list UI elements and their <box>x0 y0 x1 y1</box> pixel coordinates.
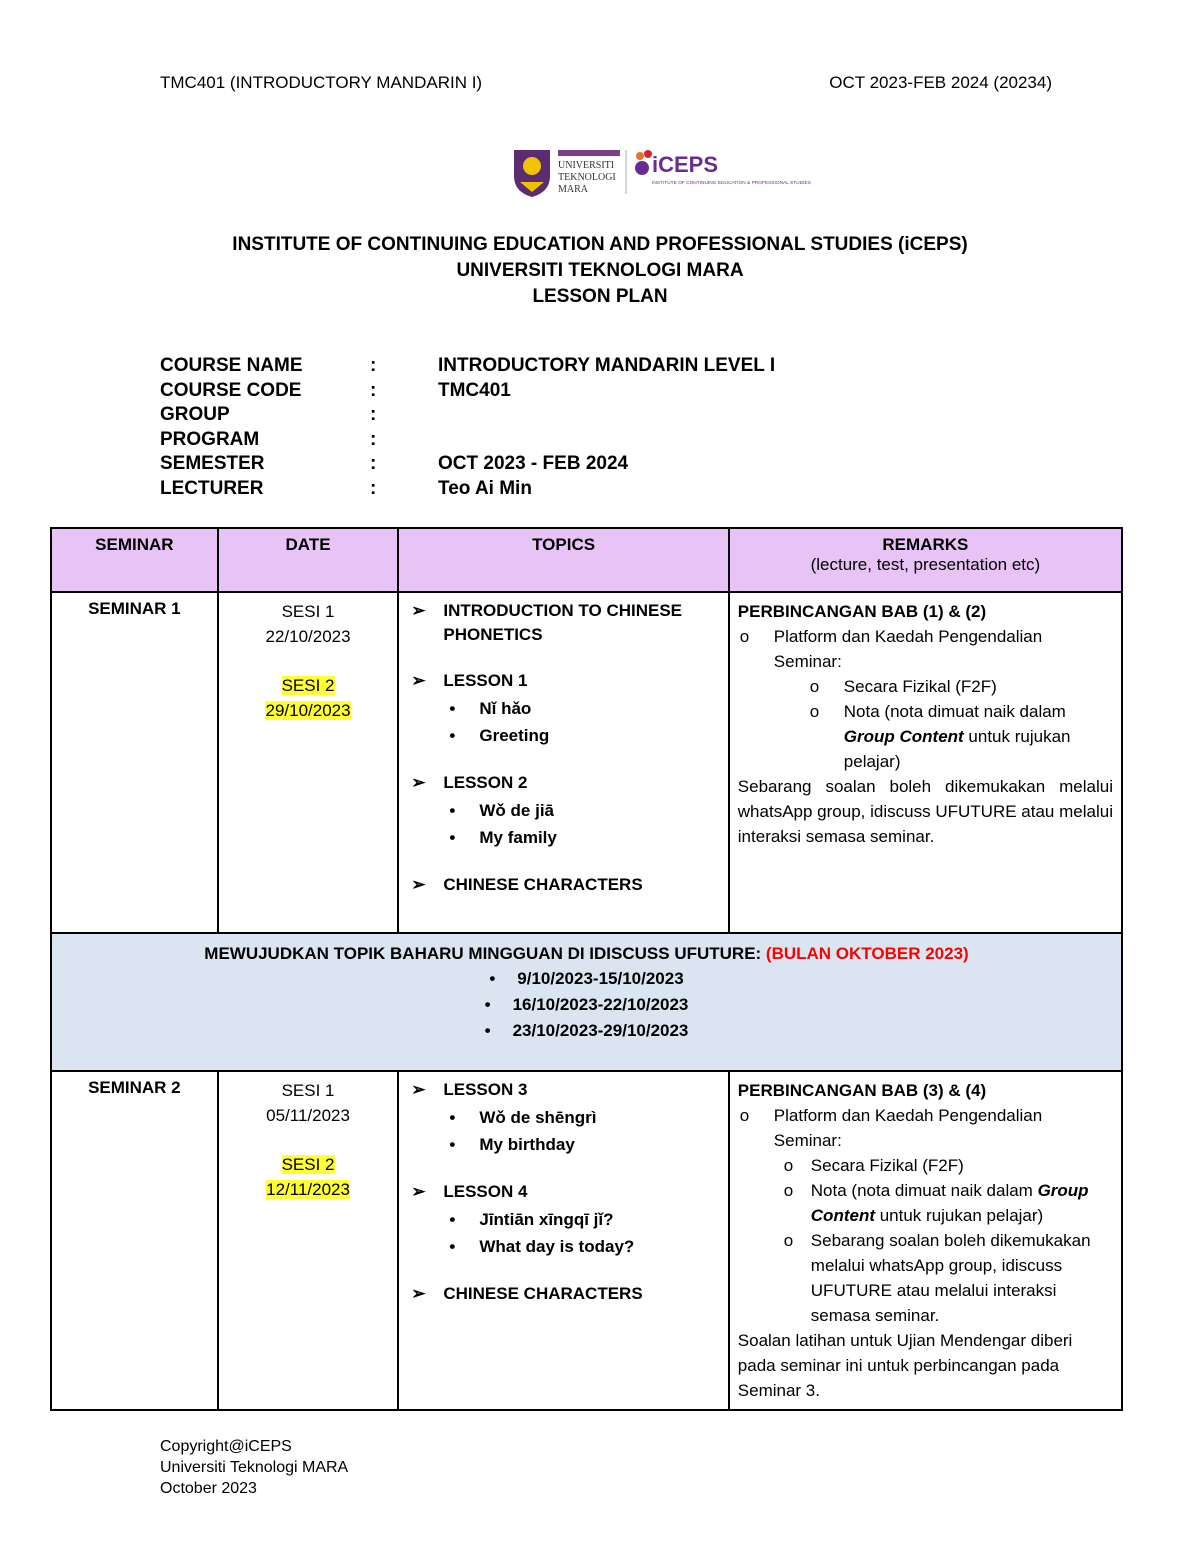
sesi-2-date: 29/10/2023 <box>265 701 351 720</box>
table-row-seminar-2 <box>51 1071 1122 1410</box>
uitm-text-1: UNIVERSITI <box>558 160 615 171</box>
info-label: COURSE NAME <box>160 355 303 376</box>
info-colon: : <box>370 379 377 401</box>
remarks-paragraph: Soalan latihan untuk Ujian Mendengar diberi pada seminar ini untuk perbincangan pada Seminar 3. <box>737 1331 1073 1400</box>
footer <box>160 1436 348 1499</box>
footer-copyright: Copyright@iCEPS <box>160 1438 292 1455</box>
seminar-2-dates <box>218 1071 399 1410</box>
seminar-1-name: SEMINAR 1 <box>51 592 218 933</box>
info-label: GROUP <box>160 404 230 426</box>
seminar-2-remarks <box>729 1071 1122 1410</box>
sesi-1-label: SESI 1 <box>281 1081 335 1100</box>
info-colon: : <box>370 355 377 376</box>
subtopic-item: • What day is today? <box>443 1233 719 1260</box>
sesi-1-date: 22/10/2023 <box>265 627 351 646</box>
info-label: PROGRAM <box>160 428 260 450</box>
info-value: INTRODUCTORY MANDARIN LEVEL I <box>438 355 776 376</box>
subtopic-item: • Jīntiān xīngqī jǐ? <box>443 1206 719 1233</box>
sesi-1-date: 05/11/2023 <box>266 1106 350 1125</box>
banner-month: (BULAN OKTOBER 2023) <box>765 944 969 963</box>
subtopic-item: • Greeting <box>443 722 719 749</box>
col-header-topics: TOPICS <box>398 528 728 592</box>
seminar-2-name: SEMINAR 2 <box>51 1071 218 1410</box>
seminar-2-topics <box>398 1071 728 1410</box>
topic-item: ➢ LESSON 2 • Wǒ de jiā • My family <box>407 771 719 851</box>
remarks-item: o Sebarang soalan boleh dikemukakan melalui whatsApp group, idiscuss UFUTURE atau melalui interaksi semasa seminar. <box>783 1231 1091 1325</box>
sesi-1-label: SESI 1 <box>281 602 335 621</box>
remarks-header-label: REMARKS <box>882 535 969 554</box>
week-item: • 23/10/2023-29/10/2023 <box>60 1018 1113 1044</box>
col-header-remarks <box>729 528 1122 592</box>
subtopic-item: • Wǒ de jiā <box>443 797 719 824</box>
arrow-bullet-icon: ➢ <box>411 671 426 690</box>
info-label: LECTURER <box>160 477 264 499</box>
sesi-2-date: 12/11/2023 <box>266 1180 350 1199</box>
subtopic-item: • My family <box>443 824 719 851</box>
remarks-platform: o Platform dan Kaedah Pengendalian Seminar: <box>739 1106 1043 1150</box>
topic-item: ➢ LESSON 4 • Jīntiān xīngqī jǐ? • What day is today? <box>407 1180 719 1260</box>
arrow-bullet-icon: ➢ <box>411 1182 426 1201</box>
header-course-title: TMC401 (INTRODUCTORY MANDARIN I) <box>160 73 483 92</box>
arrow-bullet-icon: ➢ <box>411 1080 426 1099</box>
uitm-iceps-logo <box>512 146 811 198</box>
iceps-subtext: INSTITUTE OF CONTINUING EDUCATION & PROFESSIONAL STUDIES <box>652 181 811 186</box>
info-value: OCT 2023 - FEB 2024 <box>438 453 629 475</box>
arrow-bullet-icon: ➢ <box>411 773 426 792</box>
week-item: • 9/10/2023-15/10/2023 <box>60 966 1113 992</box>
title-institute: INSTITUTE OF CONTINUING EDUCATION AND PROFESSIONAL STUDIES (iCEPS) <box>232 234 968 255</box>
remarks-platform: o Platform dan Kaedah Pengendalian Seminar: <box>739 627 1043 671</box>
arrow-bullet-icon: ➢ <box>411 1284 426 1303</box>
remarks-title: PERBINCANGAN BAB (3) & (4) <box>737 1081 987 1100</box>
seminar-1-topics <box>398 592 728 933</box>
remarks-title: PERBINCANGAN BAB (1) & (2) <box>737 602 987 621</box>
table-header-row <box>51 528 1122 592</box>
remarks-item: o Secara Fizikal (F2F) <box>783 1156 964 1175</box>
arrow-bullet-icon: ➢ <box>411 601 426 620</box>
info-colon: : <box>370 453 377 475</box>
iceps-text: iCEPS <box>652 152 719 177</box>
logos <box>512 146 811 198</box>
subtopic-item: • Wǒ de shēngrì <box>443 1104 719 1131</box>
iceps-flower-icon <box>635 150 652 175</box>
topic-item: ➢ LESSON 1 • Nǐ hǎo • Greeting <box>407 669 719 749</box>
banner-title: MEWUJUDKAN TOPIK BAHARU MINGGUAN DI IDISCUSS UFUTURE: <box>204 944 766 963</box>
title-lesson-plan: LESSON PLAN <box>532 286 668 307</box>
info-value: Teo Ai Min <box>438 477 532 499</box>
col-header-date: DATE <box>218 528 399 592</box>
week-item: • 16/10/2023-22/10/2023 <box>60 992 1113 1018</box>
seminar-1-dates <box>218 592 399 933</box>
subtopic-item: • Nǐ hǎo <box>443 695 719 722</box>
uitm-text-2: TEKNOLOGI <box>558 172 616 183</box>
remarks-item: o Secara Fizikal (F2F) <box>809 677 997 696</box>
subtopic-item: • My birthday <box>443 1131 719 1158</box>
sesi-2-label: SESI 2 <box>281 676 335 695</box>
footer-date: October 2023 <box>160 1480 257 1497</box>
uitm-text-3: MARA <box>558 184 589 195</box>
topic-item: ➢ CHINESE CHARACTERS <box>407 873 719 897</box>
info-label: COURSE CODE <box>160 379 302 401</box>
footer-university: Universiti Teknologi MARA <box>160 1459 349 1476</box>
remarks-paragraph: Sebarang soalan boleh dikemukakan melalui whatsApp group, idiscuss UFUTURE atau melalui interaksi semasa seminar. <box>737 777 1113 846</box>
sesi-2-label: SESI 2 <box>281 1155 335 1174</box>
col-header-seminar: SEMINAR <box>51 528 218 592</box>
remarks-item: o Nota (nota dimuat naik dalam Group Content untuk rujukan pelajar) <box>809 702 1071 771</box>
info-colon: : <box>370 428 377 450</box>
topic-item: ➢ LESSON 3 • Wǒ de shēngrì • My birthday <box>407 1078 719 1158</box>
table-row-banner <box>51 933 1122 1071</box>
title-university: UNIVERSITI TEKNOLOGI MARA <box>456 260 744 281</box>
weekly-topic-banner <box>51 933 1122 1071</box>
info-label: SEMESTER <box>160 453 265 475</box>
arrow-bullet-icon: ➢ <box>411 875 426 894</box>
seminar-1-remarks <box>729 592 1122 933</box>
info-colon: : <box>370 404 377 426</box>
info-value: TMC401 <box>438 379 511 401</box>
topic-item: ➢ INTRODUCTION TO CHINESE PHONETICS <box>411 601 683 644</box>
lesson-plan-table <box>50 527 1123 1411</box>
info-colon: : <box>370 477 377 499</box>
table-row-seminar-1 <box>51 592 1122 933</box>
document-titles <box>0 232 1200 310</box>
remarks-item: o Nota (nota dimuat naik dalam Group Content untuk rujukan pelajar) <box>783 1181 1089 1225</box>
uitm-crest-icon <box>514 150 550 197</box>
header-semester: OCT 2023-FEB 2024 (20234) <box>829 73 1052 92</box>
remarks-header-sub: (lecture, test, presentation etc) <box>810 555 1041 574</box>
topic-item: ➢ CHINESE CHARACTERS <box>407 1282 719 1306</box>
